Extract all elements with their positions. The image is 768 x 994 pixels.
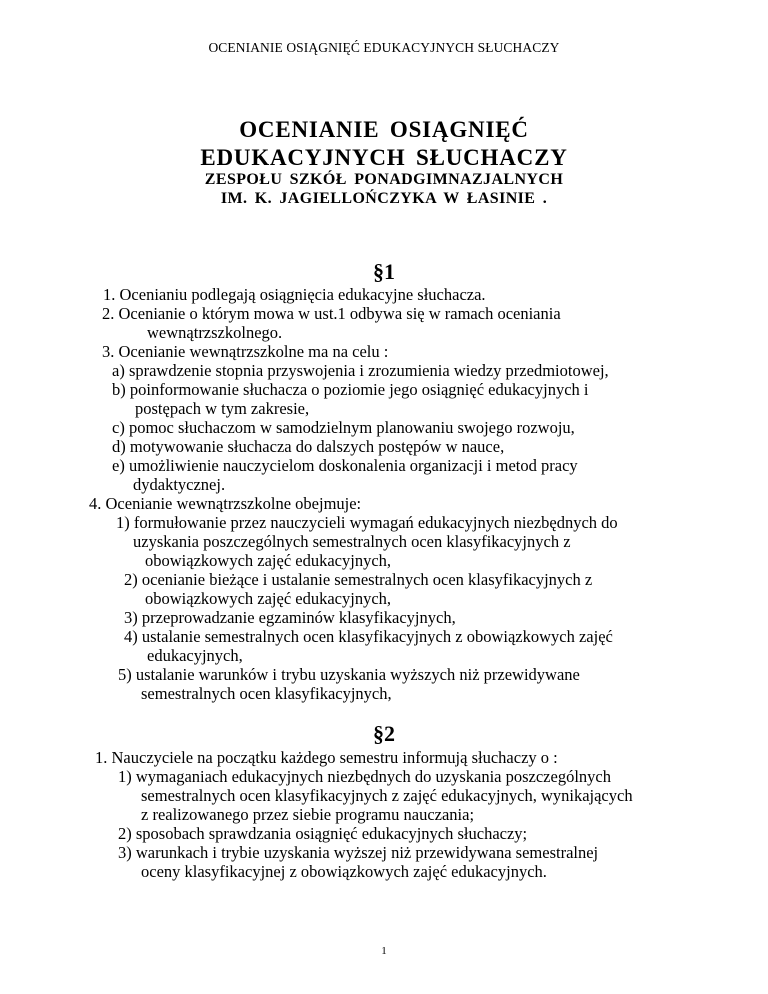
running-header: OCENIANIE OSIĄGNIĘĆ EDUKACYJNYCH SŁUCHACZY	[208, 40, 560, 55]
section-1-line: 4. Ocenianie wewnątrzszkolne obejmuje:	[89, 494, 362, 513]
section-2-line: oceny klasyfikacyjnej z obowiązkowych zajęć edukacyjnych.	[141, 862, 547, 881]
section-1-line: d) motywowanie słuchacza do dalszych postępów w nauce,	[112, 437, 505, 456]
document-title-line-1: OCENIANIE OSIĄGNIĘĆ	[239, 117, 529, 142]
document-subtitle-line-2: IM. K. JAGIELLOŃCZYKA W ŁASINIE .	[220, 190, 548, 207]
section-1-line: a) sprawdzenie stopnia przyswojenia i zrozumienia wiedzy przedmiotowej,	[112, 361, 609, 380]
section-1-line: b) poinformowanie słuchacza o poziomie jego osiągnięć edukacyjnych i	[112, 380, 589, 399]
section-1-line: obowiązkowych zajęć edukacyjnych,	[145, 589, 392, 608]
section-2-line: z realizowanego przez siebie programu nauczania;	[141, 805, 475, 824]
section-1-line: postępach w tym zakresie,	[135, 399, 310, 418]
section-1-line: e) umożliwienie nauczycielom doskonalenia organizacji i metod pracy	[112, 456, 578, 475]
section-1-line: 1) formułowanie przez nauczycieli wymagań edukacyjnych niezbędnych do	[116, 513, 618, 532]
section-1-line: obowiązkowych zajęć edukacyjnych,	[145, 551, 392, 570]
section-1-line: semestralnych ocen klasyfikacyjnych,	[141, 684, 392, 703]
section-1-heading: §1	[373, 259, 395, 284]
section-1-line: 2) ocenianie bieżące i ustalanie semestralnych ocen klasyfikacyjnych z	[124, 570, 593, 589]
section-2-line: 1) wymaganiach edukacyjnych niezbędnych do uzyskania poszczególnych	[118, 767, 611, 786]
section-1-line: 2. Ocenianie o którym mowa w ust.1 odbywa się w ramach oceniania	[102, 304, 561, 323]
section-1-line: dydaktycznej.	[133, 475, 226, 494]
section-1-line: 3) przeprowadzanie egzaminów klasyfikacyjnych,	[124, 608, 456, 627]
section-1-line: 5) ustalanie warunków i trybu uzyskania wyższych niż przewidywane	[118, 665, 580, 684]
section-2-line: semestralnych ocen klasyfikacyjnych z zajęć edukacyjnych, wynikających	[141, 786, 633, 805]
section-1-line: 4) ustalanie semestralnych ocen klasyfikacyjnych z obowiązkowych zajęć	[124, 627, 613, 646]
section-1-line: edukacyjnych,	[147, 646, 243, 665]
section-2-line: 2) sposobach sprawdzania osiągnięć edukacyjnych słuchaczy;	[118, 824, 528, 843]
section-1-line: 1. Ocenianiu podlegają osiągnięcia edukacyjne słuchacza.	[103, 285, 486, 304]
section-2-heading: §2	[373, 721, 395, 746]
document-title-line-2: EDUKACYJNYCH SŁUCHACZY	[200, 145, 568, 170]
section-1-line: 3. Ocenianie wewnątrzszkolne ma na celu :	[102, 342, 389, 361]
section-1-line: wewnątrzszkolnego.	[147, 323, 283, 342]
page-number: 1	[381, 945, 387, 957]
section-1-line: uzyskania poszczególnych semestralnych ocen klasyfikacyjnych z	[133, 532, 571, 551]
document-subtitle-line-1: ZESPOŁU SZKÓŁ PONADGIMNAZJALNYCH	[204, 171, 564, 188]
section-1-line: c) pomoc słuchaczom w samodzielnym planowaniu swojego rozwoju,	[112, 418, 575, 437]
section-2-line: 3) warunkach i trybie uzyskania wyższej niż przewidywana semestralnej	[118, 843, 599, 862]
section-2-line: 1. Nauczyciele na początku każdego semestru informują słuchaczy o :	[95, 748, 558, 767]
